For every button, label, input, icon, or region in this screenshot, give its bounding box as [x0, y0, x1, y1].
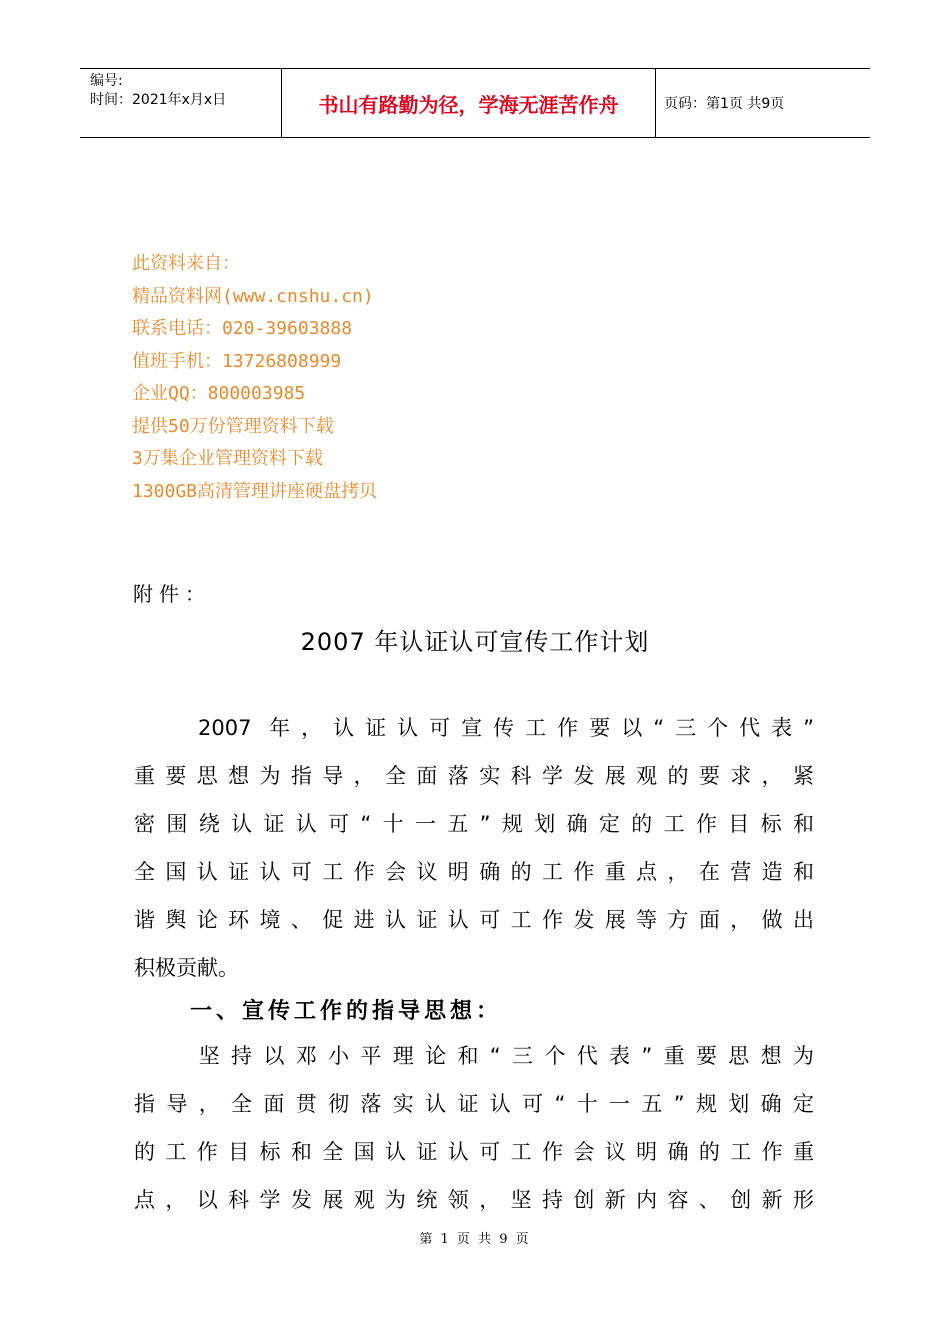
source-line: 值班手机：13726808999 [132, 350, 342, 372]
text-line: 密围绕认证认可“十一五”规划确定的工作目标和 [134, 812, 814, 836]
header-motto-cell [282, 69, 656, 137]
paragraph-intro [134, 704, 814, 992]
attachment-label: 附件： [133, 582, 211, 606]
header-table [80, 68, 870, 138]
document-title: 2007 年认证认可宣传工作计划 [300, 628, 650, 656]
page-number-label: 页码：第1页 共9页 [664, 96, 785, 112]
source-line: 3万集企业管理资料下载 [132, 448, 323, 469]
source-line: 精品资料网(www.cnshu.cn) [132, 285, 374, 307]
source-line: 此资料来自： [132, 253, 240, 274]
paragraph-guiding-thought [134, 1032, 814, 1224]
text-line: 指导，全面贯彻落实认证认可“十一五”规划确定 [134, 1092, 814, 1116]
time-label: 时间：2021年x月x日 [90, 92, 227, 108]
text-line: 重要思想为指导，全面落实科学发展观的要求，紧 [134, 764, 814, 788]
header-meta-cell [80, 69, 282, 137]
source-info-block [132, 248, 377, 508]
source-line: 企业QQ：800003985 [132, 383, 306, 404]
source-line: 1300GB高清管理讲座硬盘拷贝 [132, 480, 378, 502]
page-footer: 第 1 页 共 9 页 [419, 1232, 531, 1247]
number-label: 编号: [90, 73, 123, 89]
source-line: 提供50万份管理资料下载 [132, 415, 334, 437]
section-heading: 一、宣传工作的指导思想： [190, 999, 503, 1024]
text-line: 谐舆论环境、促进认证认可工作发展等方面，做出 [134, 908, 814, 932]
text-line: 积极贡献。 [134, 956, 239, 980]
text-line: 坚持以邓小平理论和“三个代表”重要思想为 [134, 1044, 814, 1068]
header-page-cell [656, 69, 870, 137]
text-line: 的工作目标和全国认证认可工作会议明确的工作重 [134, 1140, 814, 1164]
motto-text: 书山有路勤为径，学海无涯苦作舟 [318, 92, 619, 117]
text-line: 2007 年，认证认可宣传工作要以“三个代表” [134, 716, 814, 740]
text-line: 全国认证认可工作会议明确的工作重点，在营造和 [134, 860, 814, 884]
source-line: 联系电话：020-39603888 [132, 318, 353, 339]
text-line: 点，以科学发展观为统领，坚持创新内容、创新形 [134, 1188, 814, 1212]
